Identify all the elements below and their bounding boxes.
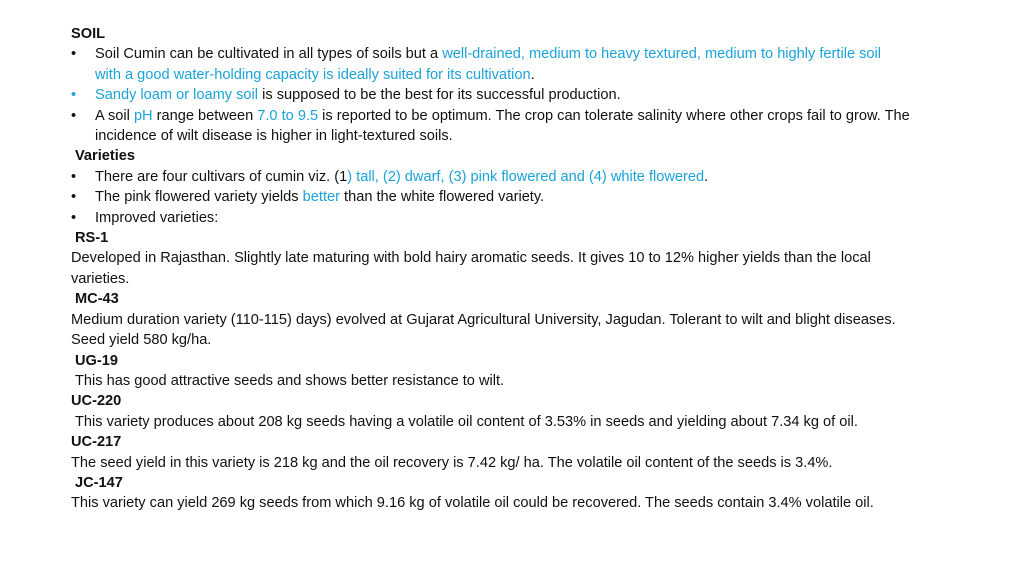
variety-name-mc-43: MC-43 bbox=[75, 291, 119, 308]
highlight-text: better bbox=[302, 189, 340, 206]
text: . bbox=[704, 168, 709, 185]
bullet-icon: • bbox=[71, 168, 77, 185]
text: Soil Cumin can be cultivated in all types of soils but a bbox=[95, 46, 443, 63]
soil-bullet-3 bbox=[71, 106, 911, 147]
highlight-text: pH bbox=[133, 107, 153, 124]
variety-name-ug-19: UG-19 bbox=[75, 352, 118, 369]
varieties-bullet-2 bbox=[71, 187, 911, 207]
varieties-bullet-3 bbox=[71, 208, 911, 228]
variety-desc-mc-43: Medium duration variety (110-115) days) evolved at Gujarat Agricultural University, Jagudan. Tolerant to wilt and blight diseases. Seed yield 580 kg/ha. bbox=[71, 311, 896, 349]
text: Improved varieties: bbox=[95, 209, 219, 226]
variety-desc-uc-220: This variety produces about 208 kg seeds having a volatile oil content of 3.53% in seeds and yielding about 7.34 kg of oil. bbox=[75, 413, 858, 430]
text: There are four cultivars of cumin viz. (1 bbox=[95, 168, 348, 185]
bullet-icon: • bbox=[71, 189, 77, 206]
highlight-text: ) tall, (2) dwarf, (3) pink flowered and (4) white flowered bbox=[347, 168, 705, 185]
highlight-text: Sandy loam or loamy soil bbox=[95, 87, 259, 104]
varieties-heading: Varieties bbox=[75, 148, 136, 165]
text: is reported to be optimum. The crop can tolerate salinity where other crops fail to grow. The incidence of wilt disease is higher in light-textured soils. bbox=[95, 107, 910, 145]
variety-name-uc-220: UC-220 bbox=[71, 393, 122, 410]
variety-name-rs-1: RS-1 bbox=[75, 230, 109, 247]
variety-name-uc-217: UC-217 bbox=[71, 434, 122, 451]
bullet-icon: • bbox=[71, 87, 77, 104]
highlight-text: 7.0 to 9.5 bbox=[257, 107, 319, 124]
varieties-bullet-1 bbox=[71, 167, 911, 187]
text: range between bbox=[152, 107, 258, 124]
soil-bullet-1 bbox=[71, 44, 911, 85]
text: The pink flowered variety yields bbox=[95, 189, 303, 206]
variety-desc-rs-1: Developed in Rajasthan. Slightly late maturing with bold hairy aromatic seeds. It gives 10 to 12% higher yields than the local varieties. bbox=[71, 250, 871, 287]
bullet-icon: • bbox=[71, 107, 77, 124]
text: A soil bbox=[95, 107, 134, 124]
text: than the white flowered variety. bbox=[339, 189, 545, 206]
text: is supposed to be the best for its successful production. bbox=[258, 87, 621, 104]
slide-content bbox=[71, 24, 911, 514]
soil-heading: SOIL bbox=[71, 26, 106, 42]
highlight-text: well-drained, medium to heavy textured, medium to highly fertile soil with a good water-holding capacity is ideally suited for its cultivation bbox=[95, 46, 882, 83]
variety-desc-ug-19: This has good attractive seeds and shows better resistance to wilt. bbox=[75, 372, 505, 389]
variety-name-jc-147: JC-147 bbox=[75, 474, 123, 491]
variety-desc-uc-217: The seed yield in this variety is 218 kg and the oil recovery is 7.42 kg/ ha. The volatile oil content of the seeds is 3.4%. bbox=[71, 454, 833, 471]
bullet-icon: • bbox=[71, 209, 77, 226]
bullet-icon: • bbox=[71, 46, 77, 63]
text: . bbox=[530, 66, 535, 83]
variety-desc-jc-147: This variety can yield 269 kg seeds from which 9.16 kg of volatile oil could be recovered. The seeds contain 3.4% volatile oil. bbox=[71, 495, 874, 512]
soil-bullet-2 bbox=[71, 85, 911, 105]
